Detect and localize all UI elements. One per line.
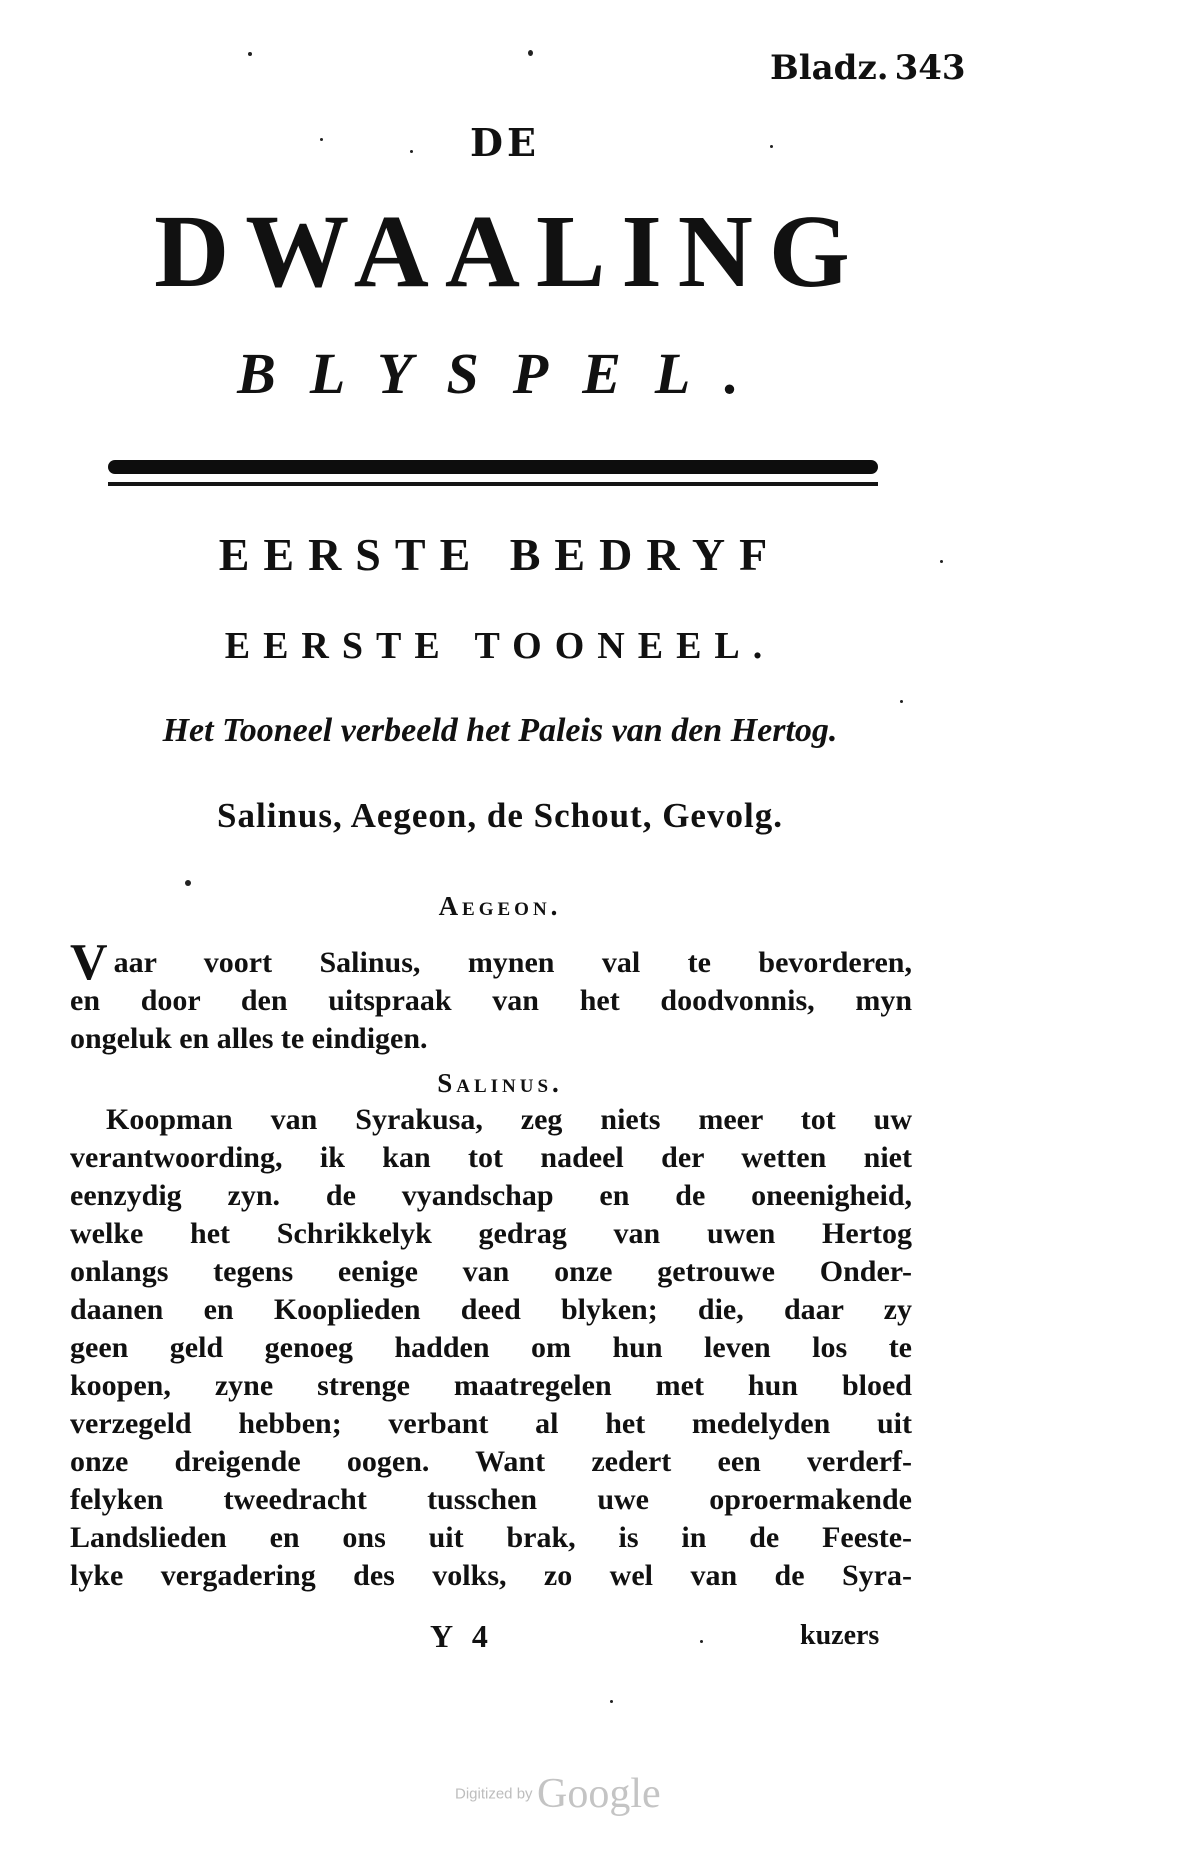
drop-cap: V <box>70 944 108 982</box>
speaker-name: Aegeon. <box>438 891 562 921</box>
signature-mark: Y 4 <box>430 1618 494 1654</box>
text-line: verzegeld hebben; verbant al het medelyden uit <box>70 1407 912 1440</box>
google-logo: Google <box>537 1771 661 1817</box>
catchword: kuzers <box>800 1620 880 1651</box>
thin-rule-divider <box>108 482 878 486</box>
page-header <box>770 48 966 88</box>
text-line-content: aar voort Salinus, mynen val te bevorderen, <box>113 946 912 979</box>
stage-setting: Het Tooneel verbeeld het Paleis van den Hertog. <box>162 712 838 749</box>
act-heading: EERSTE BEDRYF <box>218 529 782 580</box>
play-genre: BLYSPEL. <box>237 341 773 406</box>
speech-paragraph <box>70 944 912 1058</box>
scan-speck <box>940 560 943 563</box>
speaker-name: Salinus. <box>437 1068 563 1098</box>
text-line: eenzydig zyn. de vyandschap en de oneenigheid, <box>70 1179 912 1212</box>
header-label: Bladz. <box>770 48 889 88</box>
text-line: Koopman van Syrakusa, zeg niets meer tot uw <box>106 1103 912 1136</box>
character-list: Salinus, Aegeon, de Schout, Gevolg. <box>217 796 783 835</box>
text-line: ongeluk en alles te eindigen. <box>70 1022 428 1055</box>
text-line: onlangs tegens eenige van onze getrouwe Onder- <box>70 1255 912 1288</box>
scene-heading: EERSTE TOONEEL. <box>224 625 776 667</box>
text-line: felyken tweedracht tusschen uwe oproermakende <box>70 1483 912 1516</box>
text-line: en door den uitspraak van het doodvonnis, myn <box>70 984 912 1017</box>
scan-speck <box>185 880 191 886</box>
text-line <box>70 944 912 982</box>
text-line: koopen, zyne strenge maatregelen met hun bloed <box>70 1369 912 1402</box>
scan-speck <box>528 50 533 56</box>
title-article: DE <box>470 120 540 165</box>
text-line: daanen en Kooplieden deed blyken; die, daar zy <box>70 1293 912 1326</box>
text-line: welke het Schrikkelyk gedrag van uwen Hertog <box>70 1217 912 1250</box>
page-number: 343 <box>894 48 966 88</box>
text-line: verantwoording, ik kan tot nadeel der wetten niet <box>70 1141 912 1174</box>
text-line: lyke vergadering des volks, zo wel van de Syra- <box>70 1559 912 1592</box>
digitized-watermark <box>455 1770 661 1818</box>
thick-rule-divider <box>108 460 878 474</box>
text-line: onze dreigende oogen. Want zedert een verderf- <box>70 1445 912 1478</box>
scan-speck <box>900 700 903 703</box>
scan-speck <box>248 52 252 56</box>
scan-speck <box>700 1640 703 1643</box>
text-line: geen geld genoeg hadden om hun leven los te <box>70 1331 912 1364</box>
play-title: DWAALING <box>154 194 866 309</box>
scan-speck <box>610 1700 613 1703</box>
watermark-prefix: Digitized by <box>455 1785 533 1803</box>
text-line: Landslieden en ons uit brak, is in de Feeste- <box>70 1521 912 1554</box>
speech-paragraph <box>70 1101 912 1595</box>
